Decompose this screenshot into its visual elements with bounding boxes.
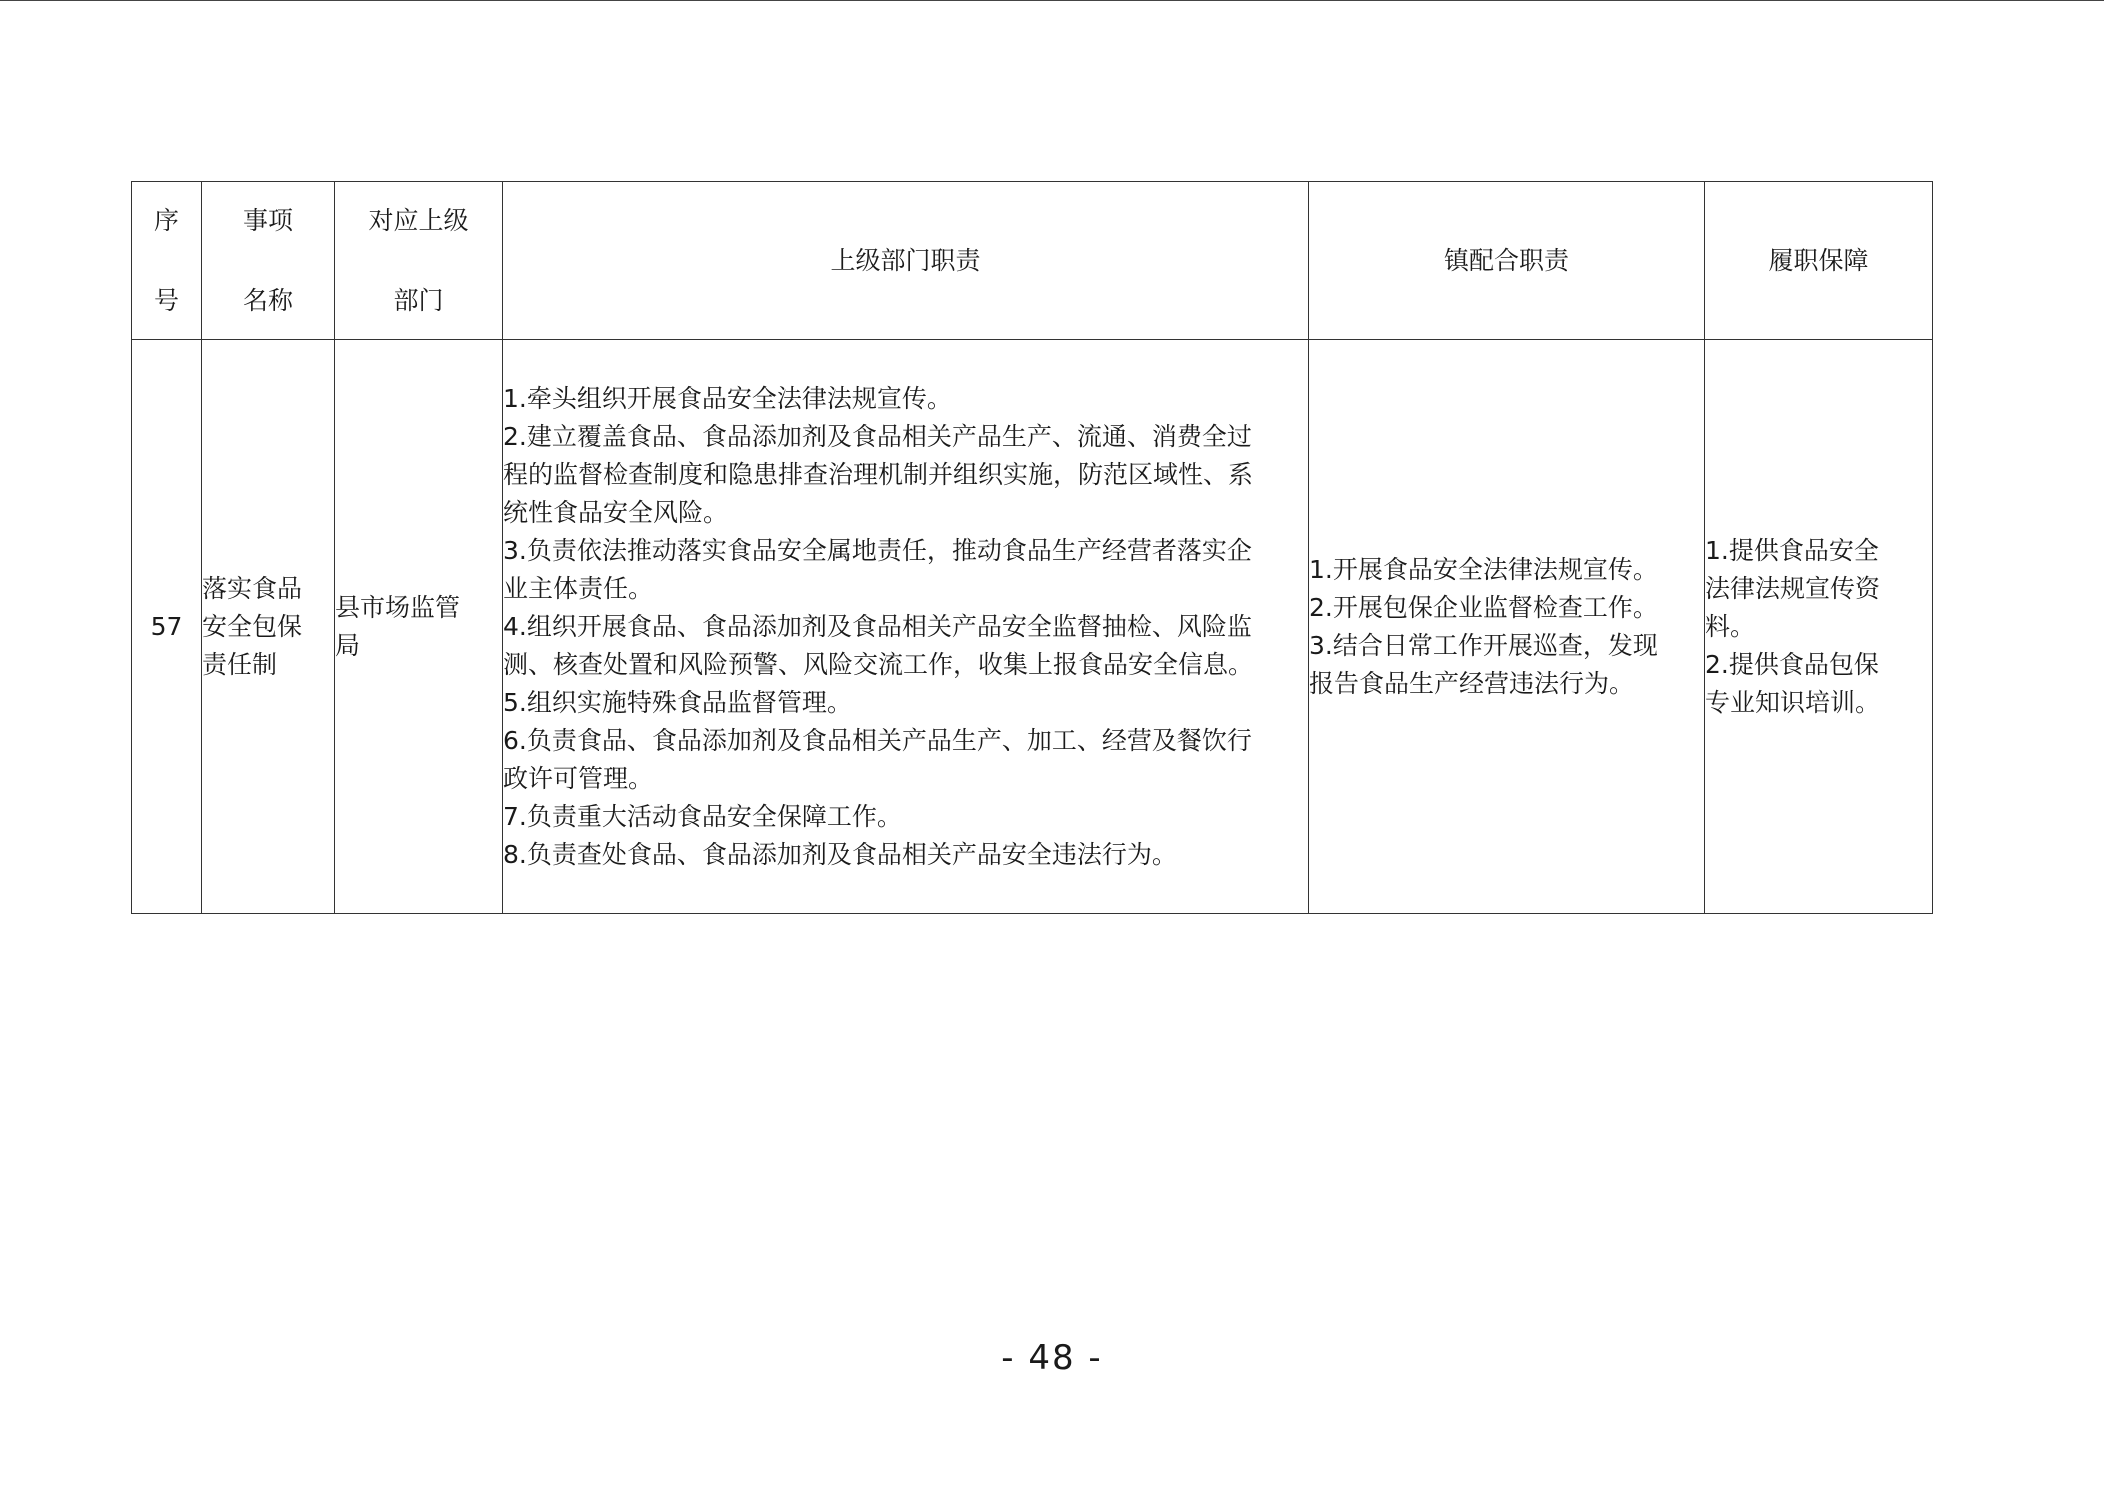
table-header-row: [132, 182, 1933, 340]
header-seq: [132, 182, 202, 340]
coop-line: 1.开展食品安全法律法规宣传。: [1309, 554, 1658, 584]
guarantee-line: 1.提供食品安全: [1705, 535, 1879, 565]
coop-line: 3.结合日常工作开展巡查，发现: [1309, 630, 1658, 660]
header-upper-dept: [335, 182, 503, 340]
header-seq-line-2: 号: [153, 285, 179, 315]
table-row: [132, 340, 1933, 914]
duty-line: 2.建立覆盖食品、食品添加剂及食品相关产品生产、流通、消费全过: [503, 421, 1252, 451]
header-upper-dept-line-1: 对应上级: [368, 205, 469, 235]
cell-guarantee: [1705, 340, 1933, 914]
header-guarantee: 履职保障: [1705, 182, 1933, 340]
duty-line: 程的监督检查制度和隐患排查治理机制并组织实施，防范区域性、系: [503, 459, 1254, 489]
duty-line: 7.负责重大活动食品安全保障工作。: [503, 801, 902, 831]
upper-dept-line: 县市场监管: [335, 592, 461, 622]
item-name-line: 安全包保: [202, 611, 303, 641]
upper-dept-line: 局: [335, 630, 361, 660]
duty-line: 6.负责食品、食品添加剂及食品相关产品生产、加工、经营及餐饮行: [503, 725, 1252, 755]
header-item-name-line-2: 名称: [242, 285, 293, 315]
coop-line: 2.开展包保企业监督检查工作。: [1309, 592, 1658, 622]
coop-line: 报告食品生产经营违法行为。: [1309, 668, 1635, 698]
duty-line: 5.组织实施特殊食品监督管理。: [503, 687, 852, 717]
cell-item-name: [202, 340, 335, 914]
page-number: - 48 -: [1001, 1338, 1103, 1378]
header-item-name: [202, 182, 335, 340]
item-name-line: 责任制: [202, 649, 278, 679]
cell-town-coop: [1309, 340, 1705, 914]
guarantee-line: 2.提供食品包保: [1705, 649, 1879, 679]
guarantee-line: 法律法规宣传资: [1705, 573, 1881, 603]
cell-upper-dept: [335, 340, 503, 914]
duty-line: 统性食品安全风险。: [503, 497, 729, 527]
guarantee-line: 专业知识培训。: [1705, 687, 1881, 717]
page-top-rule: [0, 0, 2104, 1]
duty-line: 8.负责查处食品、食品添加剂及食品相关产品安全违法行为。: [503, 839, 1177, 869]
header-town-coop: 镇配合职责: [1309, 182, 1705, 340]
duty-line: 测、核查处置和风险预警、风险交流工作，收集上报食品安全信息。: [503, 649, 1254, 679]
duty-line: 业主体责任。: [503, 573, 654, 603]
header-upper-duties: 上级部门职责: [503, 182, 1309, 340]
cell-upper-duties: [503, 340, 1309, 914]
duty-table: [131, 181, 1933, 914]
header-seq-line-1: 序: [153, 205, 179, 235]
cell-seq: 57: [132, 340, 202, 914]
header-item-name-line-1: 事项: [242, 205, 293, 235]
duty-line: 1.牵头组织开展食品安全法律法规宣传。: [503, 383, 952, 413]
guarantee-line: 料。: [1705, 611, 1756, 641]
item-name-line: 落实食品: [202, 573, 303, 603]
duty-line: 3.负责依法推动落实食品安全属地责任，推动食品生产经营者落实企: [503, 535, 1252, 565]
duty-line: 政许可管理。: [503, 763, 654, 793]
header-upper-dept-line-2: 部门: [393, 285, 444, 315]
duty-line: 4.组织开展食品、食品添加剂及食品相关产品安全监督抽检、风险监: [503, 611, 1252, 641]
